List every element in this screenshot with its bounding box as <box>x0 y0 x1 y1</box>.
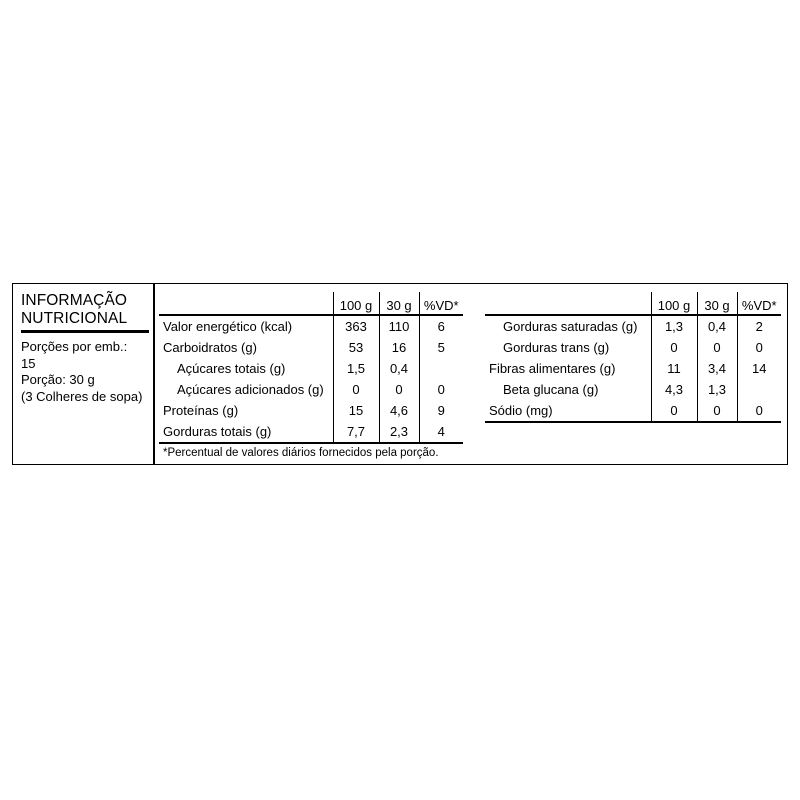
nutrient-value-100g: 11 <box>651 358 697 379</box>
nutrient-value-100g: 0 <box>651 400 697 422</box>
table-row <box>159 421 463 443</box>
nutrient-value-vd: 4 <box>419 421 463 443</box>
table-row <box>159 400 463 421</box>
column-header-vd: %VD* <box>419 292 463 315</box>
label-title-line-2: NUTRICIONAL <box>21 310 128 327</box>
nutrient-value-30g: 1,3 <box>697 379 737 400</box>
column-header-30g: 30 g <box>379 292 419 315</box>
table-row <box>485 379 781 400</box>
nutrient-name: Gorduras saturadas (g) <box>485 315 651 337</box>
nutrient-value-100g: 53 <box>333 337 379 358</box>
nutrient-value-vd: 9 <box>419 400 463 421</box>
nutrient-value-100g: 15 <box>333 400 379 421</box>
nutrient-value-vd <box>737 379 781 400</box>
nutrient-name: Açúcares totais (g) <box>159 358 333 379</box>
label-title-line-1: INFORMAÇÃO <box>21 292 128 309</box>
column-header-nutrient <box>159 292 333 315</box>
nutrient-value-30g: 2,3 <box>379 421 419 443</box>
nutrient-name: Açúcares adicionados (g) <box>159 379 333 400</box>
column-header-nutrient <box>485 292 651 315</box>
nutrient-name: Fibras alimentares (g) <box>485 358 651 379</box>
nutrient-value-30g: 110 <box>379 315 419 337</box>
nutrient-value-vd: 14 <box>737 358 781 379</box>
nutrient-value-100g: 7,7 <box>333 421 379 443</box>
column-header-30g: 30 g <box>697 292 737 315</box>
column-header-100g: 100 g <box>651 292 697 315</box>
table-header-row <box>159 292 463 315</box>
nutrient-name: Gorduras totais (g) <box>159 421 333 443</box>
nutrient-table-left-wrapper <box>155 292 477 464</box>
nutrition-facts-label <box>12 283 788 465</box>
nutrient-value-30g: 3,4 <box>697 358 737 379</box>
title-underline <box>21 330 149 333</box>
table-row <box>159 379 463 400</box>
table-header-row <box>485 292 781 315</box>
nutrient-name: Beta glucana (g) <box>485 379 651 400</box>
nutrient-value-vd: 0 <box>737 400 781 422</box>
nutrient-value-100g: 363 <box>333 315 379 337</box>
nutrient-value-100g: 4,3 <box>651 379 697 400</box>
portion-size: Porção: 30 g <box>21 372 95 387</box>
nutrient-value-100g: 0 <box>333 379 379 400</box>
nutrient-value-100g: 0 <box>651 337 697 358</box>
nutrient-value-30g: 0 <box>379 379 419 400</box>
servings-per-package-value: 15 <box>21 355 36 371</box>
nutrient-value-vd: 5 <box>419 337 463 358</box>
nutrient-name: Carboidratos (g) <box>159 337 333 358</box>
nutrient-value-100g: 1,3 <box>651 315 697 337</box>
nutrient-name: Gorduras trans (g) <box>485 337 651 358</box>
table-row <box>485 315 781 337</box>
nutrient-value-30g: 4,6 <box>379 400 419 421</box>
nutrient-value-30g: 0 <box>697 400 737 422</box>
table-row <box>485 358 781 379</box>
nutrient-value-vd: 0 <box>419 379 463 400</box>
nutrient-value-30g: 0,4 <box>379 358 419 379</box>
column-header-100g: 100 g <box>333 292 379 315</box>
nutrient-name: Sódio (mg) <box>485 400 651 422</box>
table-row <box>159 337 463 358</box>
nutrient-value-30g: 0 <box>697 337 737 358</box>
nutrient-value-vd: 2 <box>737 315 781 337</box>
nutrient-value-100g: 1,5 <box>333 358 379 379</box>
portion-household-measure: (3 Colheres de sopa) <box>21 388 143 404</box>
servings-per-package-label: Porções por emb.: <box>21 339 128 354</box>
nutrient-name: Valor energético (kcal) <box>159 315 333 337</box>
nutrient-table-right <box>485 292 781 423</box>
column-header-vd: %VD* <box>737 292 781 315</box>
nutrient-table-right-wrapper <box>477 292 781 464</box>
nutrient-tables <box>155 284 787 464</box>
nutrient-value-vd: 0 <box>737 337 781 358</box>
table-row <box>159 358 463 379</box>
nutrient-value-30g: 16 <box>379 337 419 358</box>
nutrient-name: Proteínas (g) <box>159 400 333 421</box>
table-row <box>485 400 781 422</box>
label-identity-column <box>13 284 155 464</box>
table-row <box>485 337 781 358</box>
nutrient-value-vd: 6 <box>419 315 463 337</box>
table-row <box>159 315 463 337</box>
nutrient-table-left <box>159 292 463 444</box>
nutrient-value-30g: 0,4 <box>697 315 737 337</box>
nutrient-value-vd <box>419 358 463 379</box>
daily-value-footnote: *Percentual de valores diários fornecidos pela porção. <box>163 447 439 459</box>
